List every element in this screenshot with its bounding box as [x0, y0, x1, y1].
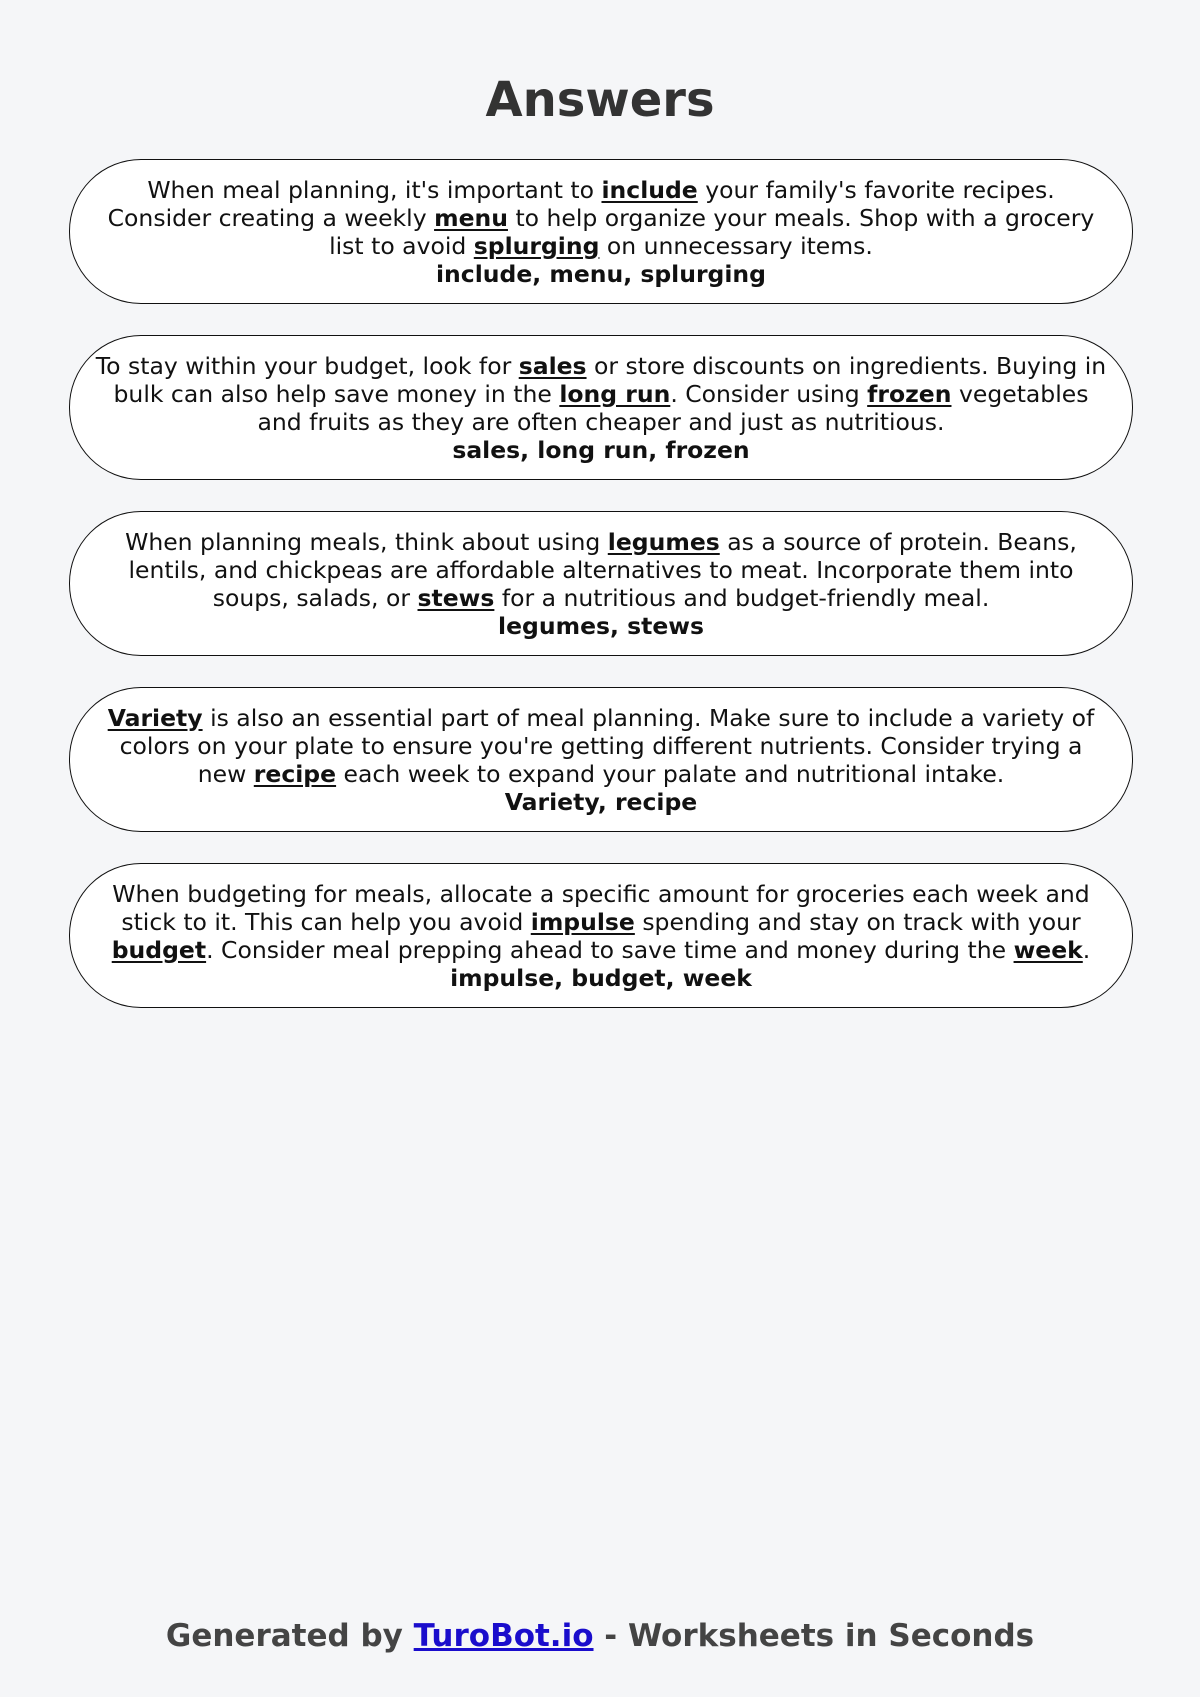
passage-segment: To stay within your budget, look for [95, 351, 519, 380]
answer-card [69, 687, 1133, 832]
answer-list [69, 159, 1133, 1039]
passage-segment: is also an essential part of meal planning. Make sure to include a variety of colors on your plate to ensure you're getting different nutrients. Consider trying a new [119, 703, 1095, 788]
passage-segment: spending and stay on track with your [634, 907, 1081, 936]
answer-word: sales [518, 351, 587, 380]
passage-segment: as a source of protein. Beans, lentils, and chickpeas are affordable alternatives to meat. Incorporate them into soups, salads, or [128, 527, 1077, 612]
answer-card [69, 335, 1133, 480]
answer-word: week [1013, 935, 1083, 964]
footer-prefix: Generated by [165, 1618, 414, 1654]
answer-word: include [601, 175, 698, 204]
footer [0, 1616, 1200, 1656]
passage-segment: to help organize your meals. Shop with a grocery list to avoid [329, 203, 1095, 260]
answer-word: stews [417, 583, 495, 612]
passage-text [92, 704, 1110, 788]
passage-segment: When meal planning, it's important to [147, 175, 602, 204]
answer-key: impulse, budget, week [450, 963, 752, 992]
answer-key: legumes, stews [498, 611, 704, 640]
passage-text [92, 880, 1110, 964]
passage-segment: or store discounts on ingredients. Buying in bulk can also help save money in the [113, 351, 1107, 408]
answer-word: frozen [867, 379, 952, 408]
passage-segment: When budgeting for meals, allocate a specific amount for groceries each week and stick to it. This can help you avoid [112, 879, 1090, 936]
answer-word: menu [434, 203, 508, 232]
answer-word: budget [111, 935, 207, 964]
passage-segment: When planning meals, think about using [125, 527, 608, 556]
passage-segment: each week to expand your palate and nutritional intake. [336, 759, 1005, 788]
passage-segment: . [1082, 935, 1091, 964]
answer-card [69, 511, 1133, 656]
passage-text [92, 176, 1110, 260]
page-title: Answers [485, 72, 715, 128]
passage-segment: . Consider using [670, 379, 868, 408]
answer-word: recipe [253, 759, 337, 788]
passage-segment: vegetables and fruits as they are often cheaper and just as nutritious. [257, 379, 1089, 436]
passage-segment: for a nutritious and budget-friendly meal. [494, 583, 990, 612]
answer-card [69, 863, 1133, 1008]
answer-key: include, menu, splurging [436, 259, 766, 288]
answer-word: Variety [107, 703, 203, 732]
passage-segment: your family's favorite recipes. Consider creating a weekly [107, 175, 1055, 232]
footer-suffix: - Worksheets in Seconds [593, 1618, 1035, 1654]
passage-segment: . Consider meal prepping ahead to save time and money during the [206, 935, 1014, 964]
answer-word: impulse [530, 907, 635, 936]
answer-key: sales, long run, frozen [452, 435, 750, 464]
passage-segment: on unnecessary items. [599, 231, 873, 260]
answer-word: legumes [607, 527, 720, 556]
passage-text [92, 528, 1110, 612]
answer-key: Variety, recipe [504, 787, 698, 816]
passage-text [92, 352, 1110, 436]
answer-word: splurging [473, 231, 600, 260]
answer-card [69, 159, 1133, 304]
answer-word: long run [559, 379, 671, 408]
turobot-link[interactable]: TuroBot.io [413, 1618, 594, 1654]
